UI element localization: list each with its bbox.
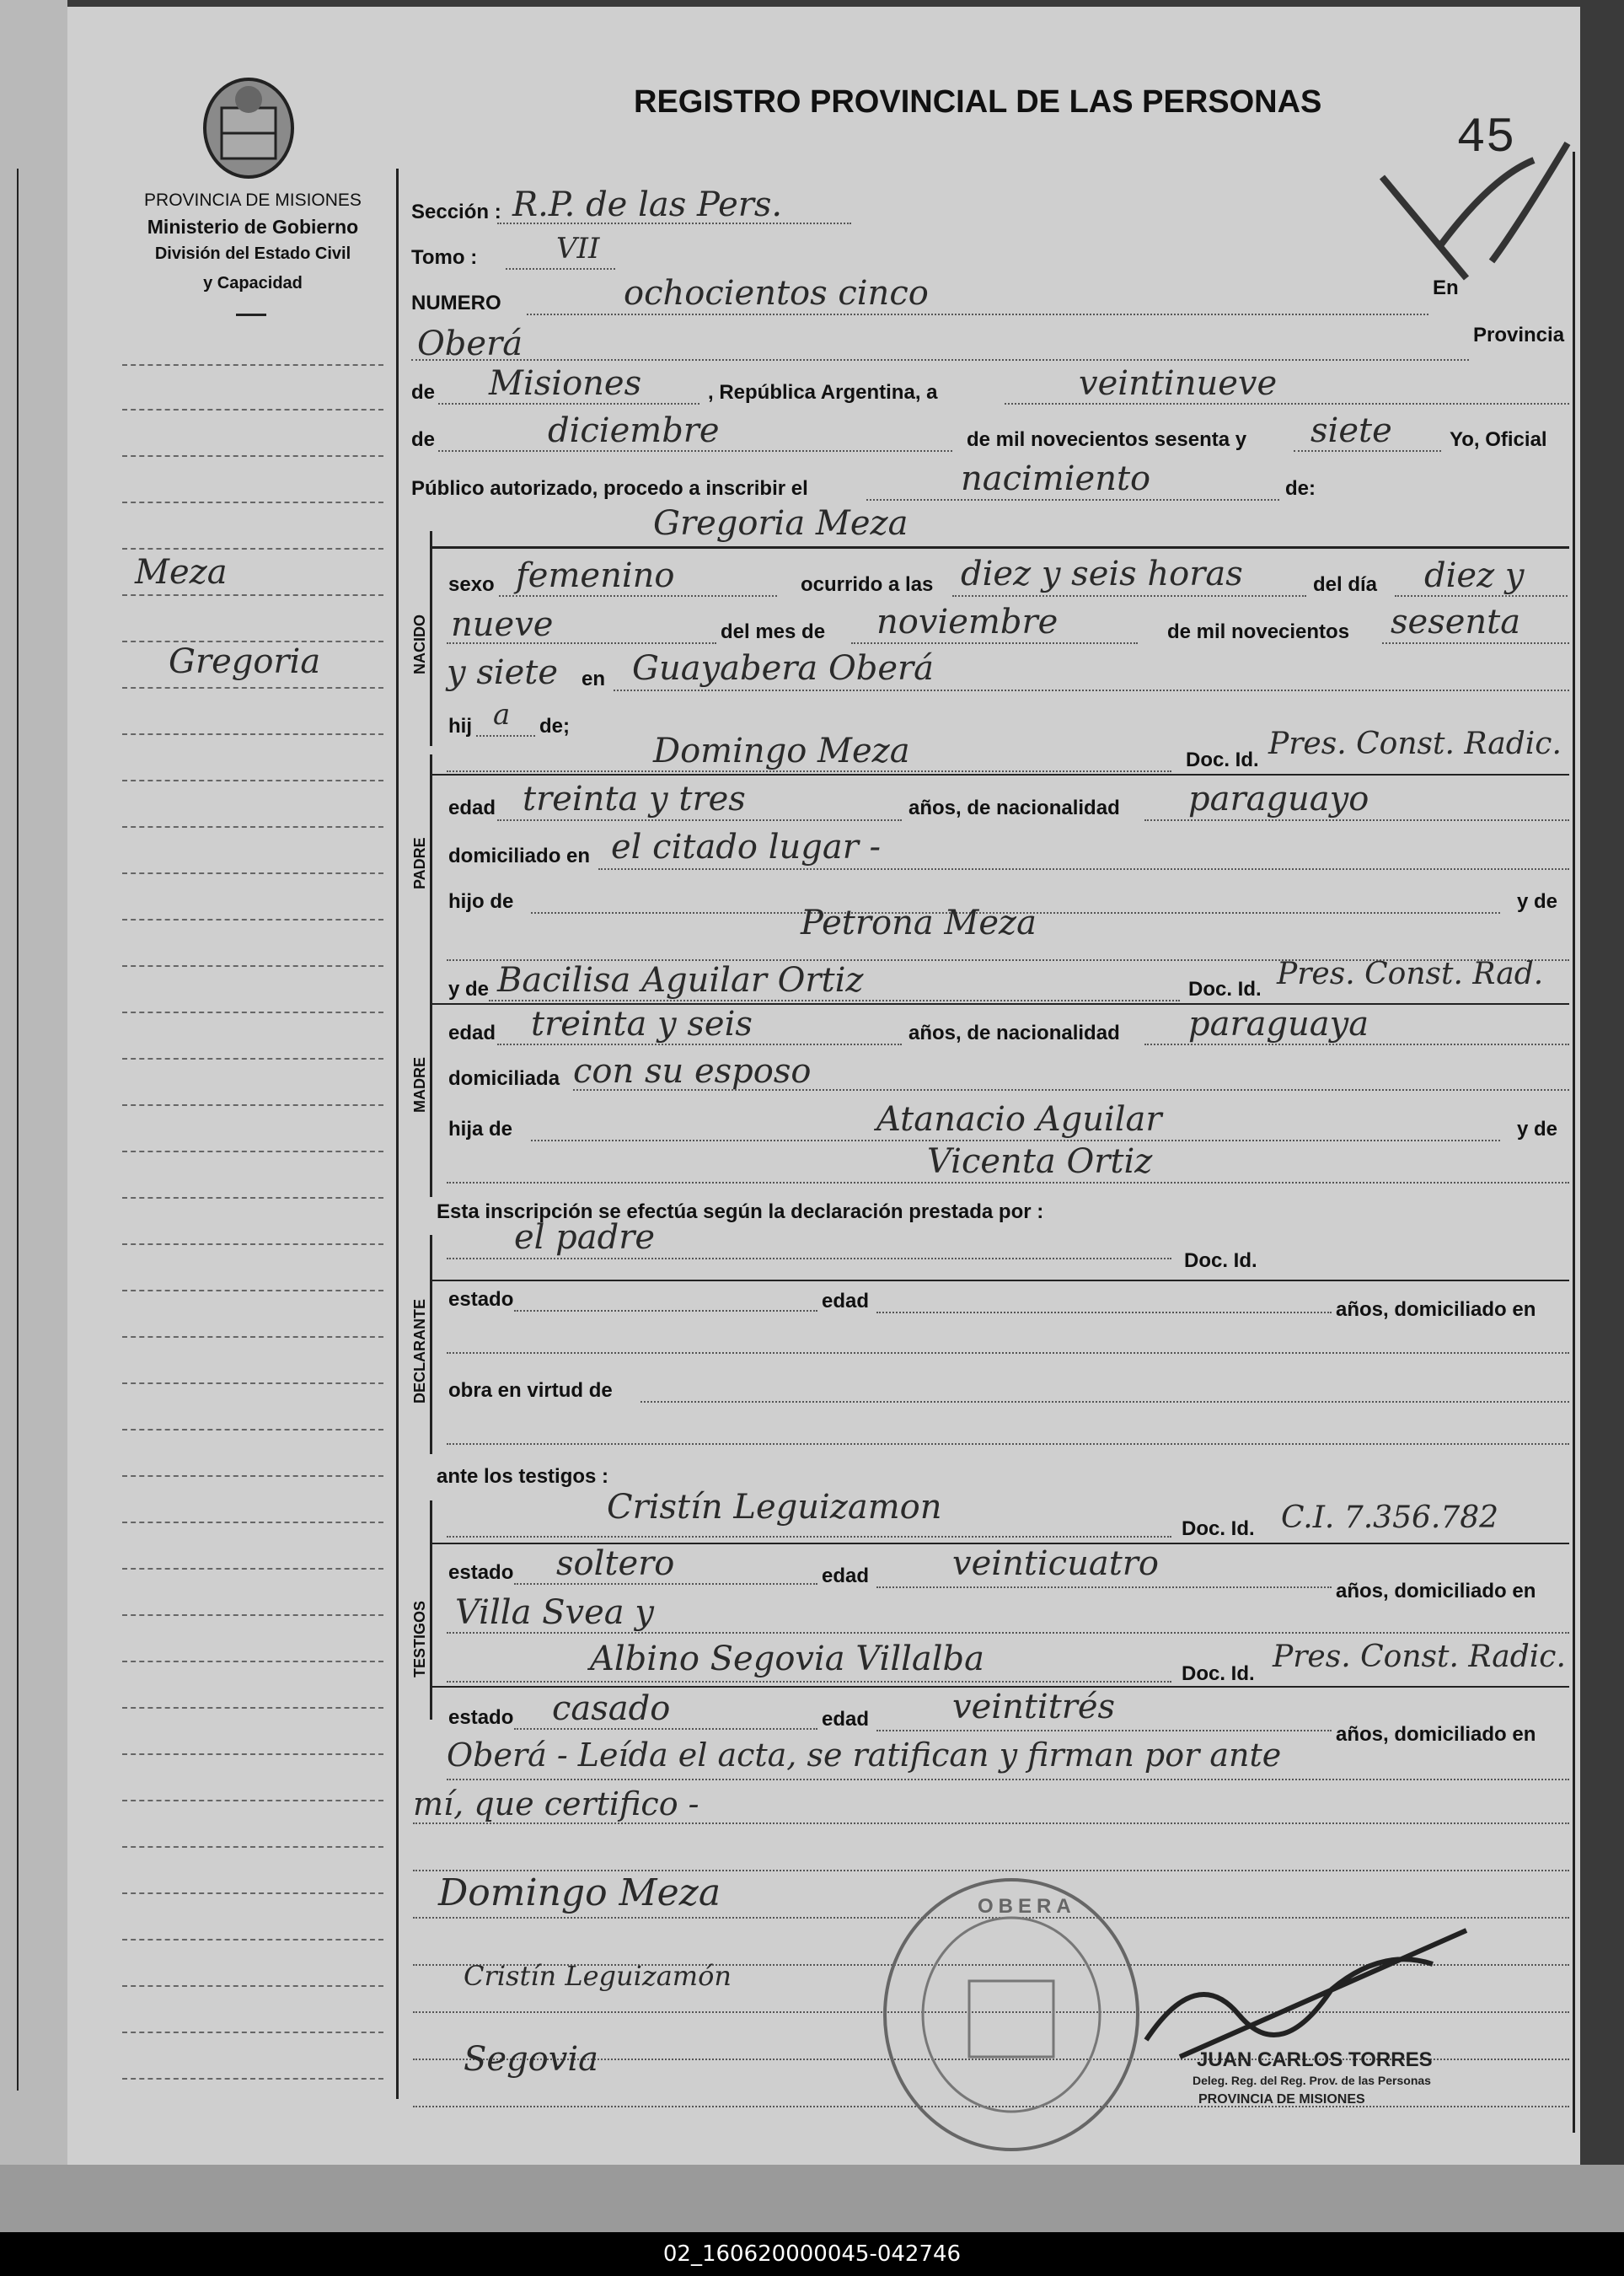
- madre-dom-value: con su esposo: [573, 1052, 812, 1091]
- sexo-value: femenino: [516, 556, 675, 595]
- declarante-obra-label: obra en virtud de: [448, 1379, 613, 1402]
- mes-label: del mes de: [721, 620, 826, 643]
- field-rule: [876, 1586, 1332, 1588]
- padre-yde-label: y de: [1517, 890, 1558, 913]
- numero-label: NUMERO: [411, 292, 501, 314]
- section-rule: [430, 546, 1569, 549]
- margin-rule: [122, 872, 383, 874]
- madre-doc-value: Pres. Const. Rad.: [1277, 957, 1544, 991]
- field-rule: [447, 1681, 1171, 1683]
- declarante-intro: Esta inscripción se efectúa según la declaración prestada por :: [437, 1200, 1044, 1223]
- testigo1-estado-label: estado: [448, 1561, 514, 1584]
- dia-value: veintinueve: [1079, 364, 1278, 403]
- provincia-label: Provincia: [1473, 324, 1565, 346]
- field-rule: [1294, 450, 1441, 452]
- field-rule: [476, 735, 535, 737]
- nacido-dia-value-2: nueve: [451, 605, 554, 644]
- hora-value: diez y seis horas: [961, 555, 1243, 593]
- signature-witness-2: Segovia: [464, 2040, 598, 2079]
- margin-rule: [122, 1939, 383, 1941]
- org-line-1: PROVINCIA DE MISIONES: [144, 191, 362, 210]
- margin-rule: [122, 1753, 383, 1755]
- margin-rule: [122, 594, 383, 596]
- madre-nac-label: años, de nacionalidad: [908, 1022, 1120, 1044]
- field-rule: [573, 1089, 1569, 1091]
- margin-rule: [122, 1475, 383, 1477]
- margin-rule: [122, 687, 383, 689]
- margin-rule: [122, 1800, 383, 1801]
- field-rule: [497, 819, 902, 821]
- image-reference: 02_160620000045-042746: [662, 2241, 962, 2267]
- margin-rule: [122, 1290, 383, 1291]
- padre-nac-label: años, de nacionalidad: [908, 797, 1120, 819]
- testigo1-anios-label: años, domiciliado en: [1336, 1580, 1536, 1602]
- city-value: Oberá: [417, 325, 523, 363]
- signature-witness-1: Cristín Leguizamón: [464, 1960, 732, 1992]
- madre-doc-label: Doc. Id.: [1188, 978, 1262, 1001]
- margin-rule: [122, 1336, 383, 1338]
- field-rule: [514, 1583, 817, 1585]
- padre-nac-value: paraguayo: [1188, 780, 1369, 819]
- section-rule: [430, 774, 1569, 776]
- section-rule: [430, 1280, 1569, 1281]
- field-rule: [514, 1310, 817, 1312]
- yo-oficial-label: Yo, Oficial: [1450, 428, 1547, 451]
- margin-rule: [122, 2032, 383, 2033]
- org-line-3: División del Estado Civil: [154, 244, 351, 263]
- testigo2-name: Albino Segovia Villalba: [590, 1640, 985, 1678]
- numero-value: ochocientos cinco: [624, 274, 929, 313]
- madre-mother: Vicenta Ortiz: [927, 1142, 1153, 1181]
- field-rule: [598, 868, 1569, 870]
- field-rule: [1005, 403, 1569, 405]
- margin-rule: [122, 1197, 383, 1199]
- testigo1-edad-label: edad: [822, 1565, 870, 1587]
- madre-dom-label: domiciliada: [448, 1067, 560, 1090]
- en-label-2: en: [582, 668, 606, 690]
- nacido-anio-value-2: y siete: [447, 653, 559, 692]
- de-label: de: [411, 381, 436, 404]
- anio-label: de mil novecientos sesenta y: [967, 428, 1247, 451]
- field-rule: [876, 1312, 1332, 1313]
- mes-value: diciembre: [548, 411, 720, 450]
- margin-rule: [122, 1614, 383, 1616]
- margin-rule: [122, 455, 383, 457]
- padre-hijo-label: hijo de: [448, 890, 514, 913]
- madre-nac-value: paraguaya: [1188, 1005, 1369, 1044]
- margin-rule: [122, 733, 383, 735]
- madre-father: Atanacio Aguilar: [876, 1100, 1162, 1139]
- hij-label: hij: [448, 715, 472, 738]
- madre-edad-label: edad: [448, 1022, 496, 1044]
- republica-label: , República Argentina, a: [708, 381, 938, 404]
- margin-rule: [122, 1151, 383, 1152]
- official-title: Deleg. Reg. del Reg. Prov. de las Personas: [1193, 2074, 1431, 2087]
- binding-edge: [0, 0, 67, 2192]
- org-underline: [236, 314, 266, 316]
- declarante-estado-label: estado: [448, 1288, 514, 1311]
- testigo1-edad-value: veinticuatro: [952, 1544, 1159, 1583]
- margin-rule: [122, 1522, 383, 1523]
- tomo-label: Tomo :: [411, 246, 478, 269]
- margin-rule: [122, 1707, 383, 1709]
- padre-section-label: PADRE: [411, 837, 428, 889]
- margin-given-name: Gregoria: [169, 642, 321, 681]
- declarante-bracket: [430, 1235, 432, 1454]
- corner-stamp-scribble: [1374, 126, 1576, 312]
- margin-rule: [122, 1104, 383, 1106]
- del-dia-label: del día: [1313, 573, 1378, 596]
- madre-yde2-label: y de: [1517, 1118, 1558, 1141]
- seccion-label: Sección :: [411, 201, 501, 223]
- margin-rule: [122, 1661, 383, 1662]
- margin-rule: [122, 548, 383, 550]
- field-rule: [438, 403, 699, 405]
- field-rule: [497, 1044, 902, 1045]
- nacido-dia-value: diez y: [1424, 556, 1525, 595]
- margin-rule: [122, 1429, 383, 1431]
- margin-rule: [122, 919, 383, 921]
- padre-edad-label: edad: [448, 797, 496, 819]
- madre-name: Bacilisa Aguilar Ortiz: [497, 961, 864, 1000]
- margin-rule: [122, 364, 383, 366]
- field-rule: [447, 1182, 1569, 1184]
- margin-rule: [122, 1012, 383, 1013]
- nacido-section-label: NACIDO: [411, 615, 428, 674]
- page-title: REGISTRO PROVINCIAL DE LAS PERSONAS: [634, 84, 1322, 120]
- testigo1-estado-value: soltero: [556, 1544, 675, 1583]
- field-rule: [640, 1401, 1569, 1403]
- field-rule: [614, 690, 1569, 691]
- madre-yde-label: y de: [448, 978, 490, 1001]
- margin-rule: [122, 1846, 383, 1848]
- declarante-edad-label: edad: [822, 1290, 870, 1312]
- nacido-anio-value: sesenta: [1391, 603, 1521, 641]
- field-rule: [447, 1258, 1171, 1259]
- testigo2-dom-value: Oberá - Leída el acta, se ratifican y firman por ante: [447, 1737, 1282, 1774]
- field-rule: [876, 1730, 1332, 1731]
- padre-doc-value: Pres. Const. Radic.: [1268, 727, 1562, 761]
- field-rule: [527, 314, 1428, 315]
- nacido-mes-value: noviembre: [876, 603, 1059, 641]
- margin-surname: Meza: [135, 553, 228, 592]
- margin-rule: [122, 502, 383, 503]
- page-bottom-edge: [0, 2165, 1624, 2232]
- declarante-section-label: DECLARANTE: [411, 1299, 428, 1404]
- coat-of-arms-icon: [198, 74, 299, 182]
- testigo2-anios-label: años, domiciliado en: [1336, 1723, 1536, 1746]
- margin-rule: [122, 1058, 383, 1060]
- right-border: [1573, 152, 1575, 2133]
- closing-text: mí, que certifico -: [413, 1785, 699, 1822]
- field-rule: [447, 1779, 1569, 1780]
- binding-line: [17, 169, 19, 2091]
- margin-rule: [122, 1243, 383, 1245]
- margin-rule: [122, 965, 383, 967]
- field-rule: [1382, 642, 1569, 644]
- anio-value: siete: [1310, 411, 1392, 450]
- ocurrido-label: ocurrido a las: [801, 573, 934, 596]
- lugar-value: Guayabera Oberá: [632, 649, 935, 688]
- official-name: JUAN CARLOS TORRES: [1197, 2048, 1433, 2071]
- nacido-name: Gregoria Meza: [653, 504, 908, 543]
- field-rule: [851, 642, 1138, 644]
- field-rule: [514, 1728, 817, 1730]
- field-rule: [447, 770, 1171, 772]
- field-rule: [1395, 595, 1568, 597]
- provincia-value: Misiones: [489, 364, 642, 403]
- sexo-label: sexo: [448, 573, 495, 596]
- margin-rule: [122, 1382, 383, 1384]
- field-rule: [531, 1140, 1500, 1141]
- margin-rule: [122, 826, 383, 828]
- testigo2-estado-label: estado: [448, 1706, 514, 1729]
- testigo2-doc-label: Doc. Id.: [1182, 1662, 1255, 1685]
- testigo2-doc-value: Pres. Const. Radic.: [1273, 1640, 1566, 1674]
- column-divider: [396, 169, 399, 2099]
- field-rule: [438, 450, 952, 452]
- de2-label: de: [411, 428, 436, 451]
- margin-rule: [122, 409, 383, 411]
- seal-text: OBERA: [978, 1895, 1076, 1918]
- testigo1-dom-value: Villa Svea y: [455, 1593, 654, 1632]
- testigo2-estado-value: casado: [552, 1689, 671, 1728]
- tomo-value: VII: [556, 232, 600, 266]
- testigos-intro: ante los testigos :: [437, 1465, 609, 1488]
- field-rule: [1144, 819, 1569, 821]
- publico-label: Público autorizado, procedo a inscribir el: [411, 477, 808, 500]
- testigos-section-label: TESTIGOS: [411, 1600, 428, 1677]
- madre-section-label: MADRE: [411, 1057, 428, 1113]
- org-line-4: y Capacidad: [203, 274, 303, 293]
- field-rule: [952, 595, 1306, 597]
- margin-rule: [122, 2078, 383, 2080]
- padre-doc-label: Doc. Id.: [1186, 749, 1259, 771]
- padre-dom-label: domiciliado en: [448, 845, 591, 867]
- nacido-bracket: [430, 531, 432, 746]
- field-rule: [497, 223, 851, 224]
- declarante-doc-label: Doc. Id.: [1184, 1249, 1257, 1272]
- field-rule: [413, 1822, 1569, 1824]
- seccion-value: R.P. de las Pers.: [512, 185, 783, 224]
- page-number: 45: [1456, 111, 1515, 166]
- margin-rule: [122, 1892, 383, 1894]
- field-rule: [866, 499, 1279, 501]
- testigo1-doc-value: C.I. 7.356.782: [1281, 1500, 1499, 1535]
- field-rule: [499, 595, 777, 597]
- madre-edad-value: treinta y seis: [531, 1005, 753, 1044]
- de3-label: de:: [1285, 477, 1316, 500]
- en-label: En: [1433, 276, 1459, 299]
- field-rule: [506, 268, 615, 270]
- declarante-name: el padre: [514, 1218, 656, 1257]
- padre-mother: Petrona Meza: [801, 904, 1037, 942]
- field-rule: [447, 1352, 1569, 1354]
- field-rule: [1144, 1044, 1569, 1045]
- image-reference-bar: [0, 2232, 1624, 2276]
- testigo1-doc-label: Doc. Id.: [1182, 1517, 1255, 1540]
- margin-rule: [122, 1568, 383, 1570]
- field-rule: [447, 1443, 1569, 1445]
- hij-value: a: [493, 698, 511, 732]
- field-rule: [447, 1536, 1171, 1538]
- field-rule: [447, 642, 716, 644]
- hij-de-label: de;: [539, 715, 570, 738]
- margin-rule: [122, 780, 383, 781]
- madre-hija-label: hija de: [448, 1118, 513, 1141]
- org-line-2: Ministerio de Gobierno: [147, 216, 359, 238]
- margin-rule: [122, 1985, 383, 1987]
- signature-father: Domingo Meza: [438, 1871, 721, 1914]
- testigo2-edad-value: veintitrés: [952, 1688, 1116, 1726]
- register-page: [67, 7, 1580, 2165]
- nacido-anio-label: de mil novecientos: [1167, 620, 1350, 643]
- padre-bracket: [430, 754, 432, 974]
- acto-value: nacimiento: [961, 459, 1151, 498]
- field-rule: [411, 359, 1469, 361]
- padre-name: Domingo Meza: [653, 732, 910, 770]
- field-rule: [447, 1632, 1569, 1634]
- testigo2-edad-label: edad: [822, 1708, 870, 1731]
- testigo1-name: Cristín Leguizamon: [607, 1488, 942, 1527]
- padre-edad-value: treinta y tres: [523, 780, 746, 819]
- field-rule: [489, 1000, 1180, 1001]
- declarante-anios-label: años, domiciliado en: [1336, 1298, 1536, 1321]
- official-province: PROVINCIA DE MISIONES: [1198, 2092, 1365, 2107]
- padre-dom-value: el citado lugar -: [611, 828, 882, 867]
